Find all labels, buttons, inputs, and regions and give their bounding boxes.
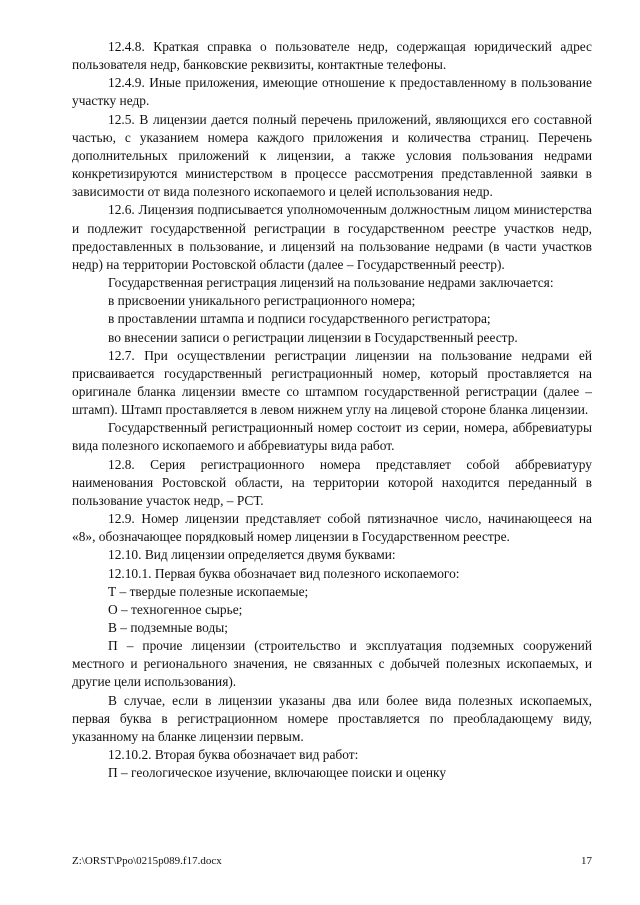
list-item-v: В – подземные воды; [108,620,229,635]
paragraph-12-10-1: 12.10.1. Первая буква обозначает вид полезного ископаемого: [108,565,460,581]
list-item-stamp: в проставлении штампа и подписи государственного регистратора; [108,311,491,327]
page-number: 17 [581,855,592,867]
paragraph-12-10: 12.10. Вид лицензии определяется двумя буквами: [108,547,396,563]
paragraph-12-6: 12.6. Лицензия подписывается уполномоченным должностным лицом министерства и подлежит государственной регистрации в государственном реестре участков недр, предоставленных в пользование, и лицензий на пользование недрами (в части участков недр) на территории Ростовской области (далее – Государственный реестр). [72,202,592,272]
paragraph-registration-intro: Государственная регистрация лицензий на пользование недрами заключается: [108,275,554,291]
page-footer [72,855,592,867]
paragraph-12-5: 12.5. В лицензии дается полный перечень приложений, являющихся его составной частью, с указанием номера каждого приложения и количества страниц. Перечень дополнительных приложений к лицензии, а также условия пользования недрами конкретизируются министерством в процессе рассмотрения представленной заявки в зависимости от вида полезного ископаемого и целей использования недр. [72,111,592,200]
paragraph-12-10-2: 12.10.2. Вторая буква обозначает вид работ: [108,747,359,763]
list-item-t: Т – твердые полезные ископаемые; [108,583,309,599]
list-item-p-geological: П – геологическое изучение, включающее поиски и оценку [108,765,447,781]
paragraph-multiple-minerals: В случае, если в лицензии указаны два или более вида полезных ископаемых, первая буква в регистрационном номере проставляется по преобладающему виду, указанному на бланке лицензии первым. [72,692,592,744]
list-item-record: во внесении записи о регистрации лицензии в Государственный реестр. [108,329,518,345]
file-path: Z:\ORST\Ppo\0215p089.f17.docx [72,855,222,867]
paragraph-12-9: 12.9. Номер лицензии представляет собой пятизначное число, начинающееся на «8», обозначающее порядковый номер лицензии в Государственном реестре. [72,511,592,545]
list-item-number: в присвоении уникального регистрационного номера; [108,293,416,309]
paragraph-12-8: 12.8. Серия регистрационного номера представляет собой аббревиатуру наименования Ростовской области, на территории которой находится переданный в пользование участок недр, – РСТ. [72,456,592,508]
paragraph-12-7: 12.7. При осуществлении регистрации лицензии на пользование недрами ей присваивается государственный регистрационный номер, который проставляется на оригинале бланка лицензии вместе со штампом государственной регистрации (далее – штамп). Штамп проставляется в левом нижнем углу на лицевой стороне бланка лицензии. [72,347,592,418]
paragraph-12-4-8: 12.4.8. Краткая справка о пользователе недр, содержащая юридический адрес пользователя недр, банковские реквизиты, контактные телефоны. [72,39,592,73]
document-body [72,38,592,782]
list-item-o: О – техногенное сырье; [108,601,243,617]
paragraph-12-4-9: 12.4.9. Иные приложения, имеющие отношение к предоставленному в пользование участку недр. [72,75,592,109]
paragraph-number-structure: Государственный регистрационный номер состоит из серии, номера, аббревиатуры вида полезного ископаемого и аббревиатуры вида работ. [72,420,592,454]
list-item-p: П – прочие лицензии (строительство и эксплуатация подземных сооружений местного и регионального значения, не связанных с добычей полезных ископаемых, и другие цели использования). [72,638,592,690]
